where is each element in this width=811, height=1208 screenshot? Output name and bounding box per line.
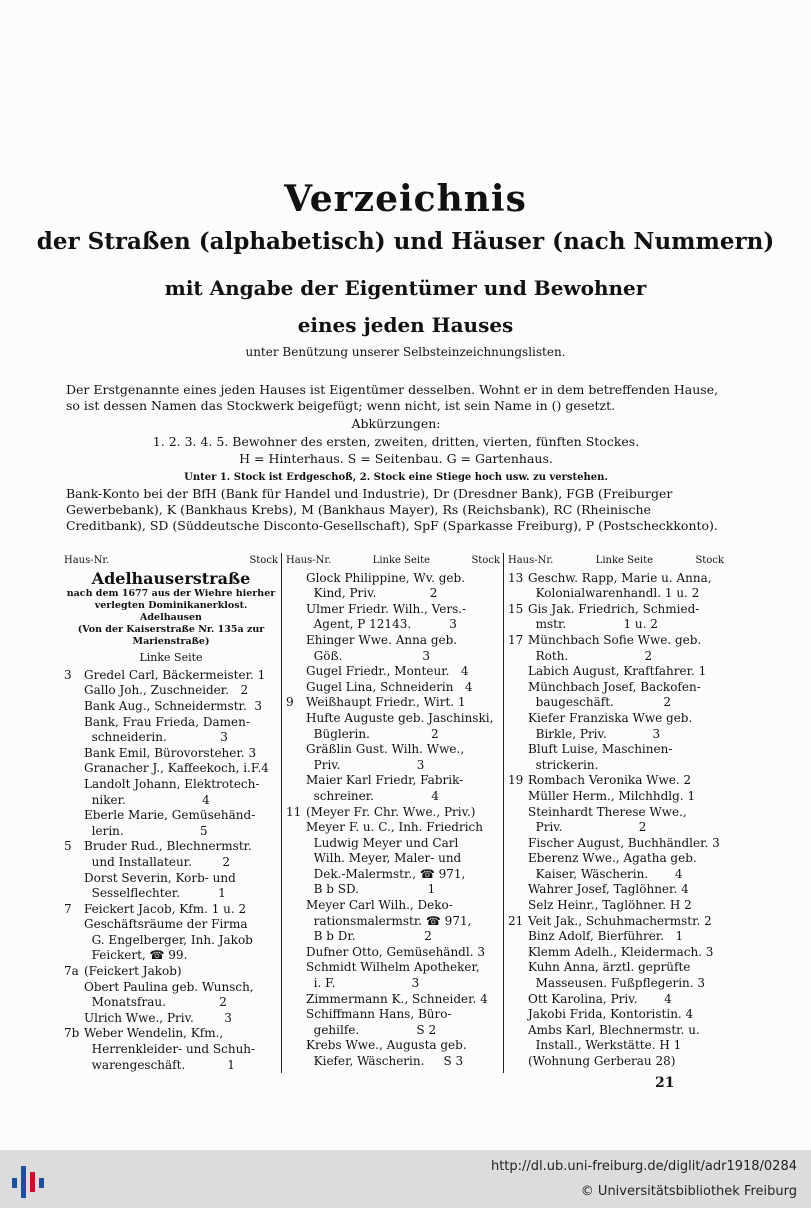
- header-side: Linke Seite: [595, 555, 654, 566]
- resident-entry: Bluft Luise, Maschinen- strickerin.: [528, 742, 673, 772]
- resident-entry: Gallo Joh., Zuschneider. 2: [84, 683, 249, 698]
- resident-entry: Schiffmann Hans, Büro- gehilfe. S 2: [306, 1007, 452, 1037]
- resident-entry: Krebs Wwe., Augusta geb. Kiefer, Wäscherin. S 3: [306, 1038, 467, 1068]
- list-item: [286, 711, 500, 742]
- bank-legend: Bank-Konto bei der BfH (Bank für Handel und Industrie), Dr (Dresdner Bank), FGB (Freiburger Gewerbebank), K (Bankhaus Krebs), M (Bankhaus Mayer), Rs (Reichsbank), RC (Rheinische Creditbank), SD (Süddeutsche Disconto-Gesellschaft), SpF (Sparkasse Freiburg), P (Postscheckkonto).: [66, 486, 718, 533]
- list-item: [286, 680, 500, 696]
- column-2: [286, 553, 500, 1070]
- list-item: [286, 571, 500, 602]
- resident-entry: Eberle Marie, Gemüsehänd- lerin. 5: [84, 808, 256, 838]
- header-house-number: Haus-Nr.: [64, 555, 110, 566]
- column-3: [508, 553, 724, 1070]
- list-item: [286, 1038, 500, 1069]
- list-item: [64, 808, 278, 839]
- resident-entry: Bank, Frau Frieda, Damen- schneiderin. 3: [84, 714, 250, 745]
- house-number: 9: [286, 695, 294, 710]
- entry-list: [286, 571, 500, 1070]
- resident-entry: Meyer Carl Wilh., Deko- rationsmalermstr. ☎ 971, B b Dr. 2: [306, 898, 472, 944]
- entry-list: [64, 668, 278, 1073]
- list-item: [508, 882, 724, 898]
- list-item: [64, 902, 278, 964]
- list-item: [286, 898, 500, 945]
- house-number: [508, 882, 528, 898]
- house-number: [286, 602, 306, 633]
- house-number: [508, 789, 528, 805]
- list-item: [508, 945, 724, 961]
- house-number: [508, 945, 528, 961]
- header-side: Linke Seite: [372, 555, 431, 566]
- list-item: [508, 805, 724, 836]
- resident-entry: Steinhardt Therese Wwe., Priv. 2: [528, 804, 687, 835]
- resident-entry: Wahrer Josef, Taglöhner. 4: [528, 882, 689, 897]
- house-number: [286, 1007, 306, 1038]
- list-item: [508, 680, 724, 711]
- house-number: 13: [508, 570, 524, 585]
- column-header: [286, 553, 500, 569]
- resident-entry: Gräßlin Gust. Wilh. Wwe., Priv. 3: [306, 742, 465, 772]
- resident-entry: Bank Aug., Schneidermstr. 3: [84, 698, 263, 713]
- house-number: [286, 1038, 306, 1069]
- resident-entry: Rombach Veronika Wwe. 2: [528, 773, 692, 788]
- house-number: 17: [508, 632, 524, 647]
- resident-entry: Veit Jak., Schuhmachermstr. 2: [528, 913, 712, 928]
- resident-entry: Gugel Friedr., Monteur. 4: [306, 664, 469, 679]
- viewer-footer: [0, 1150, 811, 1208]
- resident-entry: Münchbach Sofie Wwe. geb. Roth. 2: [528, 632, 702, 663]
- list-item: [286, 664, 500, 680]
- house-number: [64, 871, 84, 902]
- list-item: [286, 992, 500, 1008]
- house-number: [64, 808, 84, 839]
- list-item: [64, 964, 278, 980]
- house-number: [286, 633, 306, 664]
- house-number: [64, 699, 84, 715]
- resident-entry: Geschw. Rapp, Marie u. Anna, Kolonialwarenhandl. 1 u. 2: [528, 570, 712, 601]
- resident-entry: Münchbach Josef, Backofen- baugeschäft. 2: [528, 679, 701, 710]
- house-number: [286, 960, 306, 991]
- list-item: [508, 836, 724, 852]
- list-item: [286, 633, 500, 664]
- resident-entry: Weber Wendelin, Kfm., Herrenkleider- und Schuh- warengeschäft. 1: [84, 1026, 256, 1072]
- resident-entry: (Feickert Jakob): [84, 964, 182, 979]
- resident-entry: Dorst Severin, Korb- und Sesselflechter. 1: [84, 870, 236, 901]
- list-item: [286, 602, 500, 633]
- house-number: [286, 664, 306, 680]
- house-number: [508, 851, 528, 882]
- resident-entry: Hufte Auguste geb. Jaschinski, Büglerin. 2: [306, 710, 494, 741]
- list-item: [64, 980, 278, 1011]
- resident-entry: Kiefer Franziska Wwe geb. Birkle, Priv. 3: [528, 710, 693, 741]
- house-number: 7b: [64, 1026, 80, 1041]
- resident-entry: Eberenz Wwe., Agatha geb. Kaiser, Wäscherin. 4: [528, 851, 697, 881]
- list-item: [286, 960, 500, 991]
- house-number: [64, 715, 84, 746]
- house-number: [286, 680, 306, 696]
- header-house-number: Haus-Nr.: [508, 555, 554, 566]
- list-item: [286, 742, 500, 773]
- list-item: [286, 945, 500, 961]
- column-header: [64, 553, 278, 569]
- column-divider: [281, 553, 282, 1073]
- resident-entry: Glock Philippine, Wv. geb. Kind, Priv. 2: [306, 570, 466, 601]
- resident-entry: Gugel Lina, Schneiderin 4: [306, 679, 473, 694]
- house-number: [64, 980, 84, 1011]
- street-origin-note: nach dem 1677 aus der Wiehre hierher verlegten Dominikanerklost. Adelhausen: [66, 588, 276, 624]
- intro-paragraph: Der Erstgenannte eines jeden Hauses ist Eigentümer desselben. Wohnt er in dem betreffenden Hause, so ist dessen Namen das Stockwerk beigefügt; wenn nicht, ist sein Name in () gesetzt.: [66, 382, 719, 413]
- resident-entry: (Meyer Fr. Chr. Wwe., Priv.): [306, 804, 476, 819]
- list-item: [286, 1007, 500, 1038]
- resident-entry: Ott Karolina, Priv. 4: [528, 991, 672, 1006]
- resident-entry: Meyer F. u. C., Inh. Friedrich Ludwig Meyer und Carl Wilh. Meyer, Maler- und Dek.-Malermstr., ☎ 971, B b SD. 1: [306, 820, 483, 897]
- list-item: [508, 851, 724, 882]
- list-item: [64, 699, 278, 715]
- copyright-text: © Universitätsbibliothek Freiburg: [580, 1184, 797, 1199]
- resident-entry: Labich August, Kraftfahrer. 1: [528, 664, 707, 679]
- house-number: [508, 742, 528, 773]
- list-item: [508, 992, 724, 1008]
- list-item: [64, 746, 278, 762]
- house-number: [508, 960, 528, 991]
- house-number: [64, 777, 84, 808]
- street-range-note: (Von der Kaiserstraße Nr. 135a zur Marienstraße): [77, 624, 265, 648]
- abbr-title: Abkürzungen:: [351, 416, 441, 431]
- column-1: [64, 553, 278, 1073]
- resident-entry: Landolt Johann, Elektrotech- niker. 4: [84, 776, 260, 807]
- list-item: [508, 664, 724, 680]
- resident-entry: Schmidt Wilhelm Apotheker, i. F. 3: [306, 960, 480, 991]
- house-number: 15: [508, 601, 524, 616]
- resident-entry: Ulrich Wwe., Priv. 3: [84, 1010, 232, 1025]
- list-item: [508, 929, 724, 945]
- house-number: [508, 836, 528, 852]
- street-name: Adelhauserstraße: [91, 568, 251, 588]
- side-label: Linke Seite: [139, 651, 203, 665]
- house-number: 7: [64, 901, 72, 916]
- list-item: [64, 777, 278, 808]
- house-number: [508, 1007, 528, 1023]
- house-number: [508, 711, 528, 742]
- resident-entry: Zimmermann K., Schneider. 4: [306, 991, 488, 1006]
- list-item: [508, 1007, 724, 1023]
- title-verzeichnis: Verzeichnis: [284, 178, 527, 220]
- house-number: [508, 898, 528, 914]
- list-item: [286, 820, 500, 898]
- house-number: 11: [286, 804, 302, 819]
- list-item: [508, 773, 724, 789]
- title-hauses: eines jeden Hauses: [297, 313, 514, 337]
- resident-entry: Müller Herm., Milchhdlg. 1: [528, 788, 696, 803]
- house-number: [286, 773, 306, 804]
- house-number: [64, 761, 84, 777]
- title-strassen: der Straßen (alphabetisch) und Häuser (nach Nummern): [36, 228, 775, 255]
- house-number: [286, 898, 306, 945]
- resident-entry: Granacher J., Kaffeekoch, i.F.4: [84, 761, 269, 776]
- column-header: [508, 553, 724, 569]
- resident-entry: Fischer August, Buchhändler. 3: [528, 835, 720, 850]
- list-item: [64, 1026, 278, 1073]
- house-number: [286, 571, 306, 602]
- resident-entry: Ambs Karl, Blechnermstr. u. Install., Werkstätte. H 1 (Wohnung Gerberau 28): [528, 1022, 700, 1068]
- abbr-buildings: H = Hinterhaus. S = Seitenbau. G = Gartenhaus.: [239, 451, 553, 466]
- resident-entry: Jakobi Frida, Kontoristin. 4: [528, 1007, 694, 1022]
- page-number: 21: [655, 1075, 675, 1091]
- house-number: 21: [508, 913, 524, 928]
- intro-owner-note: [66, 382, 726, 414]
- resident-entry: Klemm Adelh., Kleidermach. 3: [528, 944, 714, 959]
- house-number: [64, 746, 84, 762]
- resident-entry: Ulmer Friedr. Wilh., Vers.- Agent, P 12143. 3: [306, 601, 467, 632]
- house-number: [508, 680, 528, 711]
- house-number: [286, 992, 306, 1008]
- list-item: [64, 761, 278, 777]
- resident-entry: Bruder Rud., Blechnermstr. und Installateur. 2: [84, 839, 252, 869]
- house-number: [286, 742, 306, 773]
- resident-entry: Gis Jak. Friedrich, Schmied- mstr. 1 u. 2: [528, 601, 700, 632]
- header-stock: Stock: [695, 555, 724, 566]
- abbr-floors: 1. 2. 3. 4. 5. Bewohner des ersten, zweiten, dritten, vierten, fünften Stockes.: [152, 434, 640, 449]
- list-item: [64, 1011, 278, 1027]
- list-item: [64, 839, 278, 870]
- list-item: [286, 805, 500, 821]
- house-number: 3: [64, 667, 72, 682]
- house-number: [508, 1023, 528, 1070]
- house-number: [286, 820, 306, 898]
- list-item: [508, 602, 724, 633]
- list-item: [508, 633, 724, 664]
- house-number: [64, 683, 84, 699]
- resident-entry: Kuhn Anna, ärztl. geprüfte Masseusen. Fußpflegerin. 3: [528, 960, 706, 991]
- house-number: [286, 945, 306, 961]
- house-number: [508, 805, 528, 836]
- resident-entry: Ehinger Wwe. Anna geb. Göß. 3: [306, 632, 458, 663]
- house-number: [508, 992, 528, 1008]
- house-number: 5: [64, 839, 72, 854]
- resident-entry: Bank Emil, Bürovorsteher. 3: [84, 745, 257, 760]
- resident-entry: Gredel Carl, Bäckermeister. 1: [84, 667, 266, 682]
- permalink-url[interactable]: http://dl.ub.uni-freiburg.de/diglit/adr1918/0284: [490, 1159, 797, 1174]
- house-number: [286, 711, 306, 742]
- list-item: [508, 742, 724, 773]
- list-item: [286, 695, 500, 711]
- house-number: [508, 929, 528, 945]
- resident-entry: Dufner Otto, Gemüsehändl. 3: [306, 944, 485, 959]
- list-item: [64, 683, 278, 699]
- house-number: [508, 664, 528, 680]
- header-stock: Stock: [471, 555, 500, 566]
- house-number: [64, 1011, 84, 1027]
- resident-entry: Feickert Jacob, Kfm. 1 u. 2 Geschäftsräume der Firma G. Engelberger, Inh. Jakob Feickert, ☎ 99.: [84, 901, 253, 963]
- resident-entry: Binz Adolf, Bierführer. 1: [528, 929, 684, 944]
- list-item: [286, 773, 500, 804]
- title-subline: unter Benützung unserer Selbsteinzeichnungslisten.: [245, 345, 566, 359]
- resident-entry: Selz Heinr., Taglöhner. H 2: [528, 898, 692, 913]
- list-item: [64, 668, 278, 684]
- library-logo-icon: [10, 1162, 46, 1202]
- list-item: [508, 711, 724, 742]
- resident-entry: Weißhaupt Friedr., Wirt. 1: [306, 695, 466, 710]
- house-number: 7a: [64, 964, 79, 979]
- list-item: [508, 789, 724, 805]
- list-item: [508, 914, 724, 930]
- list-item: [508, 960, 724, 991]
- column-divider: [503, 553, 504, 1073]
- list-item: [64, 871, 278, 902]
- list-item: [508, 1023, 724, 1070]
- title-eigentuemer: mit Angabe der Eigentümer und Bewohner: [164, 276, 647, 300]
- resident-entry: Maier Karl Friedr, Fabrik- schreiner. 4: [306, 773, 464, 803]
- abbr-stock-note: Unter 1. Stock ist Erdgeschoß, 2. Stock eine Stiege hoch usw. zu verstehen.: [184, 472, 608, 483]
- resident-entry: Obert Paulina geb. Wunsch, Monatsfrau. 2: [84, 979, 254, 1010]
- list-item: [64, 715, 278, 746]
- house-number: 19: [508, 773, 524, 788]
- header-stock: Stock: [249, 555, 278, 566]
- entry-list: [508, 571, 724, 1070]
- list-item: [508, 571, 724, 602]
- list-item: [508, 898, 724, 914]
- header-house-number: Haus-Nr.: [286, 555, 332, 566]
